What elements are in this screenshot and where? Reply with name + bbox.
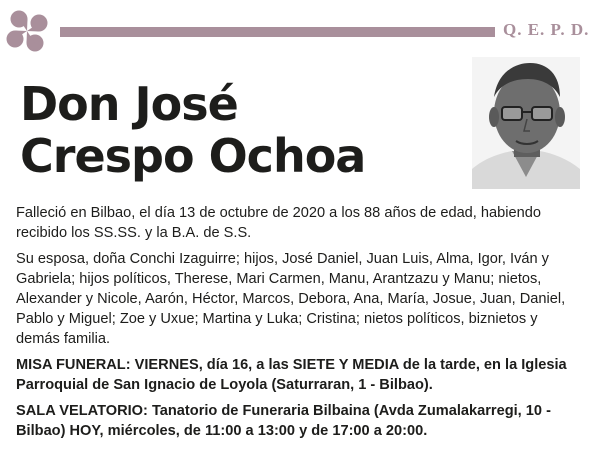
funeral-paragraph: MISA FUNERAL: VIERNES, día 16, a las SIETE Y MEDIA de la tarde, en la Iglesia Parroquial de San Ignacio de Loyola (Saturraran, 1 - Bilbao). <box>16 357 567 393</box>
qepd-heading: Q. E. P. D. <box>503 20 590 39</box>
family-paragraph: Su esposa, doña Conchi Izaguirre; hijos, José Daniel, Juan Luis, Alma, Igor, Iván y Gabriela; hijos políticos, Therese, Mari Carmen, Manu, Arantzazu y Manu; nietos, Alexander y Nicole, Aarón, Héctor, Marcos, Debora, Ana, María, Josue, Juan, Daniel, Pablo y Miguel; Zoe y Uxue; Martina y Luka; Cristina; nietos políticos, biznietos y demás familia. <box>16 251 566 347</box>
death-paragraph: Falleció en Bilbao, el día 13 de octubre de 2020 a los 88 años de edad, habiendo recibido los SS.SS. y la B.A. de S.S. <box>16 205 541 241</box>
obituary-body <box>16 203 584 447</box>
lauburu-icon <box>2 6 52 56</box>
header-rule <box>60 27 495 37</box>
deceased-name <box>20 78 365 182</box>
name-line-2: Crespo Ochoa <box>20 129 366 183</box>
name-line-1: Don José <box>20 77 238 131</box>
wake-paragraph: SALA VELATORIO: Tanatorio de Funeraria Bilbaina (Avda Zumalakarregi, 10 - Bilbao) HOY, miércoles, de 11:00 a 13:00 y de 17:00 a 20:00. <box>16 403 551 439</box>
portrait-photo <box>472 57 580 189</box>
